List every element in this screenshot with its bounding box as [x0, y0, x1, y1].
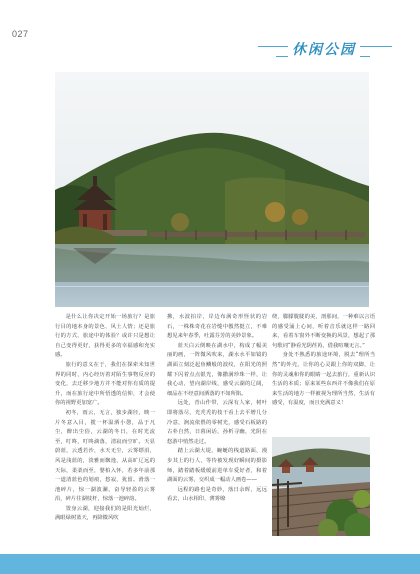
footer-bar: [0, 554, 420, 574]
paragraph: 蓝天白云倒映在湖水中，构成了幅美丽的画，一阵微风吹来，湖水水平如镜的湖面立刻泛起鱼鳞般的波纹，在阳光的照耀下闪着点点银光，像撒满珍珠一样，让我心动，望向湖岸线，感受云湖的辽阔，细品在不经意间洒落的不如所陷。: [167, 342, 267, 397]
column-header: [258, 38, 392, 64]
paragraph: 远处，青山作带，云深有人家，树叶即将落尽，光秃秃的枝干看上去平增几分冷意，涧流依偎的零树光，感受石板路的古朴自然，日暮闲话，孙析寻幽，光阴在悠游中悄然走过。: [167, 400, 267, 445]
paragraph: 踏上云湖大堤，蜿蜒的栈道路面，漫步其上的行人，等待被发现好瞬间的摄影师，踏着踏板缓缓前进单车爱好者，和着湖面的云雾，交织成一幅动人画卷——: [167, 448, 267, 484]
hero-photo: [55, 72, 369, 307]
page-number: 027: [12, 29, 29, 39]
paragraph: 初冬，雨云，无言，独步湖径，映一片冬意入目，揽一杯温酒小憩，品于凡尘，醉出尘俗，云湖的冬日，在时光流至，叮咚，叮咚滴落，清寂而空旷。天显蔚蓝，云透若沙，水天无尘，云雾缥涓，风是浅蓝的，淡雅而飘逸，从高旷辽远的天际，柔柔而至，婴柏入怀，若多年前那一道清蓝色的划痕，悠寂，犹留。滑落一池碎片，惊一湖波澜，奋导轻盈的云雾沿，碎片往湖枝杆，惊落一池碎韵。: [55, 409, 155, 503]
bottom-photo: [272, 437, 370, 536]
paragraph: 旅行的意义在于，我们在探索未知世界的同时，内心经历着对陌生事物反应的变化，去迁移少地方并不能对你有质的提升，而在旅行途中所悟透的信仰，才会使你的视野更加宽广。: [55, 361, 155, 407]
article-column-2: [167, 313, 267, 505]
paragraph: 远程的路也是奇妙，落日余晖，远远看去，山水相印，薄雾缭: [167, 486, 267, 503]
article-column-1: [55, 313, 155, 524]
paragraph: 绕，朦朦胧胧的美，剖那间，一种难以言语的感受涌上心间，听着音乐就这样一路回来，看着车窗外不断变换的风景，想起了那句歌词“静看光阴荏苒，借我喧嚷无言。”: [272, 314, 375, 349]
paragraph: 是什么让你决定开始一场旅行？是旅行目的地本身的景色、风土人情；还是旅行的方式、旅途中的体验？或许只是想让自己变得更好，获得更多的幸福感和充实感。: [55, 314, 155, 359]
column-title: 休闲公园: [288, 38, 360, 62]
article-column-3: [272, 313, 375, 409]
paragraph: 置身云湖，迎接我们的是阳光灿烂，满眼绿树蓝天，再降微风吹: [55, 505, 155, 522]
paragraph: 拂，水波拍岸，岸边布满奇形怪状的岩石，一株株奇花在岩缝中傲然挺立，不难想见来年春季，吐露芬芳的美妙景象。: [167, 314, 267, 340]
paragraph: 身处不熟悉的旅途环境，脱去“理所当然”的外壳，让你的心灵跟上你的双脚，让你的灵魂和你的眼睛一起去旅行，重新认识生活的本质；原来某些东西并不像我们在原来生活的地方一样被视为理所当然，生活有感受，有温度，而且充满意义！: [272, 352, 375, 407]
